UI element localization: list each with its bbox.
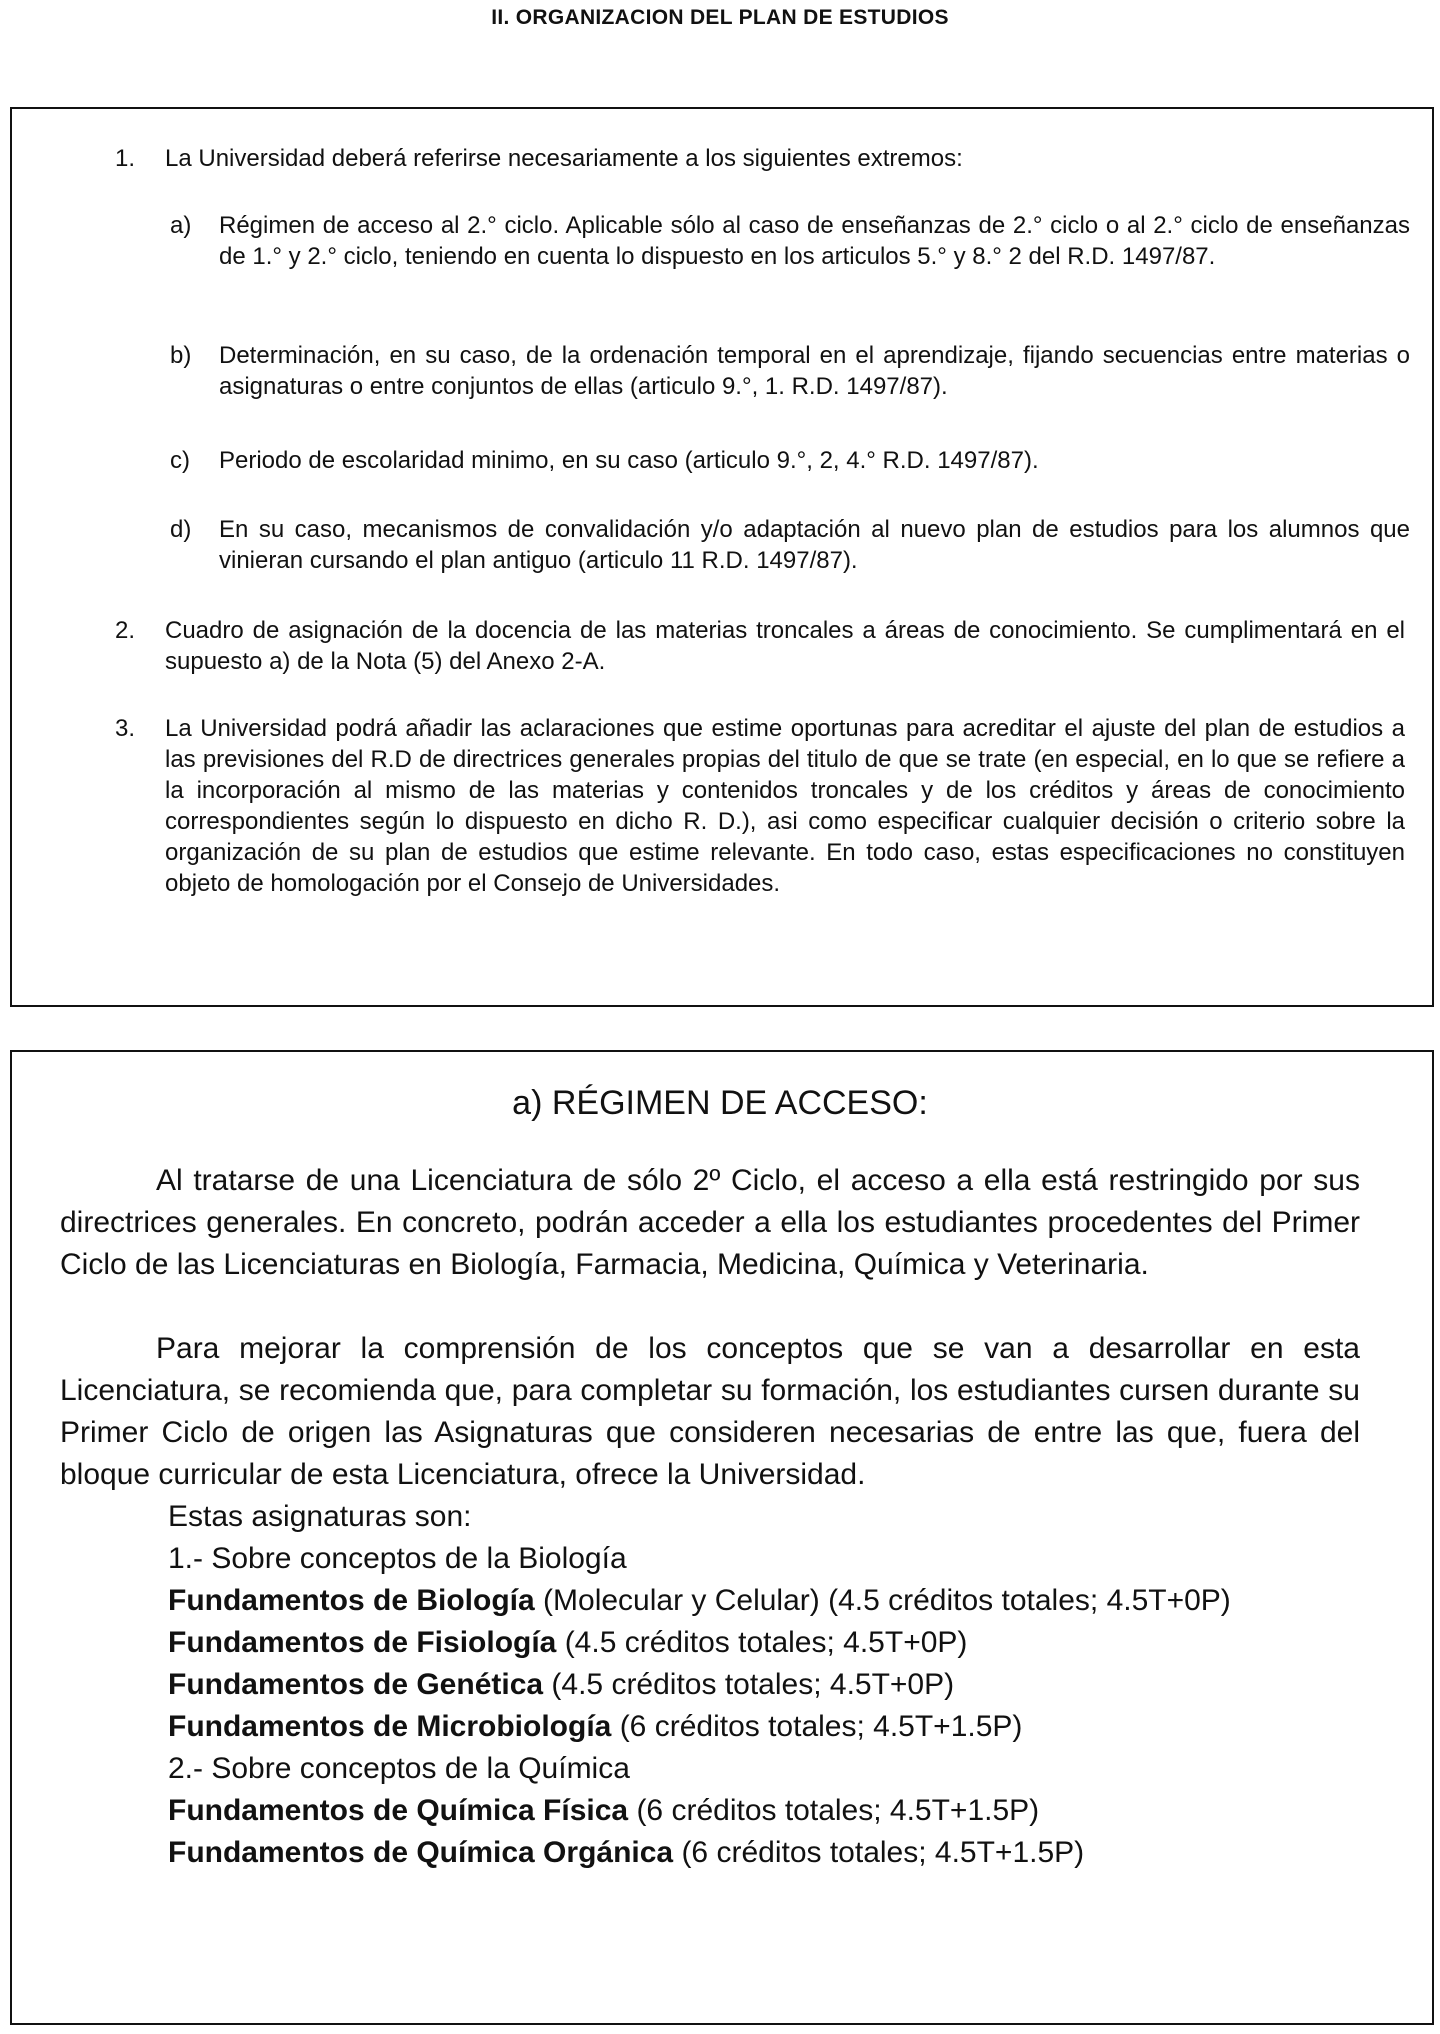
- subitem-c: [170, 445, 1410, 476]
- course-detail: (4.5 créditos totales; 4.5T+0P): [556, 1626, 968, 1659]
- course-name: Fundamentos de Química Física: [168, 1794, 629, 1827]
- item-number: 1.: [115, 145, 136, 172]
- section-title: a) RÉGIMEN DE ACCESO:: [512, 1084, 928, 1122]
- page-header: II. ORGANIZACION DEL PLAN DE ESTUDIOS: [491, 6, 949, 29]
- courses-intro: Estas asignaturas son:: [168, 1500, 472, 1533]
- course-line: [168, 1790, 1039, 1832]
- course-name: Fundamentos de Fisiología: [168, 1626, 557, 1659]
- subitem-text: En su caso, mecanismos de convalidación y/o adaptación al nuevo plan de estudios para los alumnos que vinieran cursando el plan antiguo (articulo 11 R.D. 1497/87).: [219, 516, 1410, 574]
- group-biology-heading: 1.- Sobre conceptos de la Biología: [168, 1542, 627, 1575]
- course-detail: (6 créditos totales; 4.5T+1.5P): [628, 1794, 1040, 1827]
- subitem-a: [170, 210, 1410, 272]
- subitem-text: Régimen de acceso al 2.° ciclo. Aplicable sólo al caso de enseñanzas de 2.° ciclo o al 2.° ciclo de enseñanzas de 1.° y 2.° ciclo, teniendo en cuenta lo dispuesto en los articulos 5.° y 8.° 2 del R.D. 1497/87.: [219, 212, 1410, 270]
- course-name: Fundamentos de Microbiología: [168, 1710, 612, 1743]
- course-detail: (6 créditos totales; 4.5T+1.5P): [611, 1710, 1023, 1743]
- list-item-3: [115, 713, 1405, 899]
- item-text: Cuadro de asignación de la docencia de las materias troncales a áreas de conocimiento. Se cumplimentará en el supuesto a) de la Nota (5) del Anexo 2-A.: [165, 617, 1405, 675]
- course-line: [168, 1580, 1231, 1622]
- course-name: Fundamentos de Química Orgánica: [168, 1836, 674, 1869]
- paragraph-access: Al tratarse de una Licenciatura de sólo 2º Ciclo, el acceso a ella está restringido por sus directrices generales. En concreto, podrán acceder a ella los estudiantes procedentes del Primer Ciclo de las Licenciaturas en Biología, Farmacia, Medicina, Química y Veterinaria.: [60, 1164, 1360, 1281]
- paragraph-recommendation: Para mejorar la comprensión de los conceptos que se van a desarrollar en esta Licenciatura, se recomienda que, para completar su formación, los estudiantes cursen durante su Primer Ciclo de origen las Asignaturas que consideren necesarias de entre las que, fuera del bloque curricular de esta Licenciatura, ofrece la Universidad.: [60, 1332, 1360, 1491]
- course-line: [168, 1622, 967, 1664]
- course-detail: (6 créditos totales; 4.5T+1.5P): [673, 1836, 1085, 1869]
- item-text: La Universidad deberá referirse necesariamente a los siguientes extremos:: [165, 145, 963, 172]
- course-line: [168, 1706, 1022, 1748]
- subitem-b: [170, 340, 1410, 402]
- list-item-1: [115, 143, 1405, 174]
- subitem-text: Determinación, en su caso, de la ordenación temporal en el aprendizaje, fijando secuencias entre materias o asignaturas o entre conjuntos de ellas (articulo 9.°, 1. R.D. 1497/87).: [219, 342, 1410, 400]
- course-detail: (Molecular y Celular) (4.5 créditos totales; 4.5T+0P): [534, 1584, 1231, 1617]
- course-name: Fundamentos de Biología: [168, 1584, 535, 1617]
- course-line: [168, 1832, 1084, 1874]
- item-text: La Universidad podrá añadir las aclaraciones que estime oportunas para acreditar el ajuste del plan de estudios a las previsiones del R.D de directrices generales propias del titulo de que se trate (en especial, en lo que se refiere a la incorporación al mismo de las materias y contenidos troncales y de los créditos y áreas de conocimiento correspondientes según lo dispuesto en dicho R. D.), asi como especificar cualquier decisión o criterio sobre la organización de su plan de estudios que estime relevante. En todo caso, estas especificaciones no constituyen objeto de homologación por el Consejo de Universidades.: [165, 715, 1405, 897]
- group-chemistry-heading: 2.- Sobre conceptos de la Química: [168, 1752, 630, 1785]
- subitem-label: d): [170, 516, 192, 543]
- course-name: Fundamentos de Genética: [168, 1668, 544, 1701]
- subitem-label: c): [170, 447, 190, 474]
- course-detail: (4.5 créditos totales; 4.5T+0P): [543, 1668, 955, 1701]
- course-line: [168, 1664, 954, 1706]
- subitem-label: b): [170, 342, 192, 369]
- item-number: 2.: [115, 617, 136, 644]
- list-item-2: [115, 615, 1405, 677]
- subitem-text: Periodo de escolaridad minimo, en su caso (articulo 9.°, 2, 4.° R.D. 1497/87).: [219, 447, 1039, 474]
- subitem-label: a): [170, 212, 192, 239]
- subitem-d: [170, 514, 1410, 576]
- item-number: 3.: [115, 715, 136, 742]
